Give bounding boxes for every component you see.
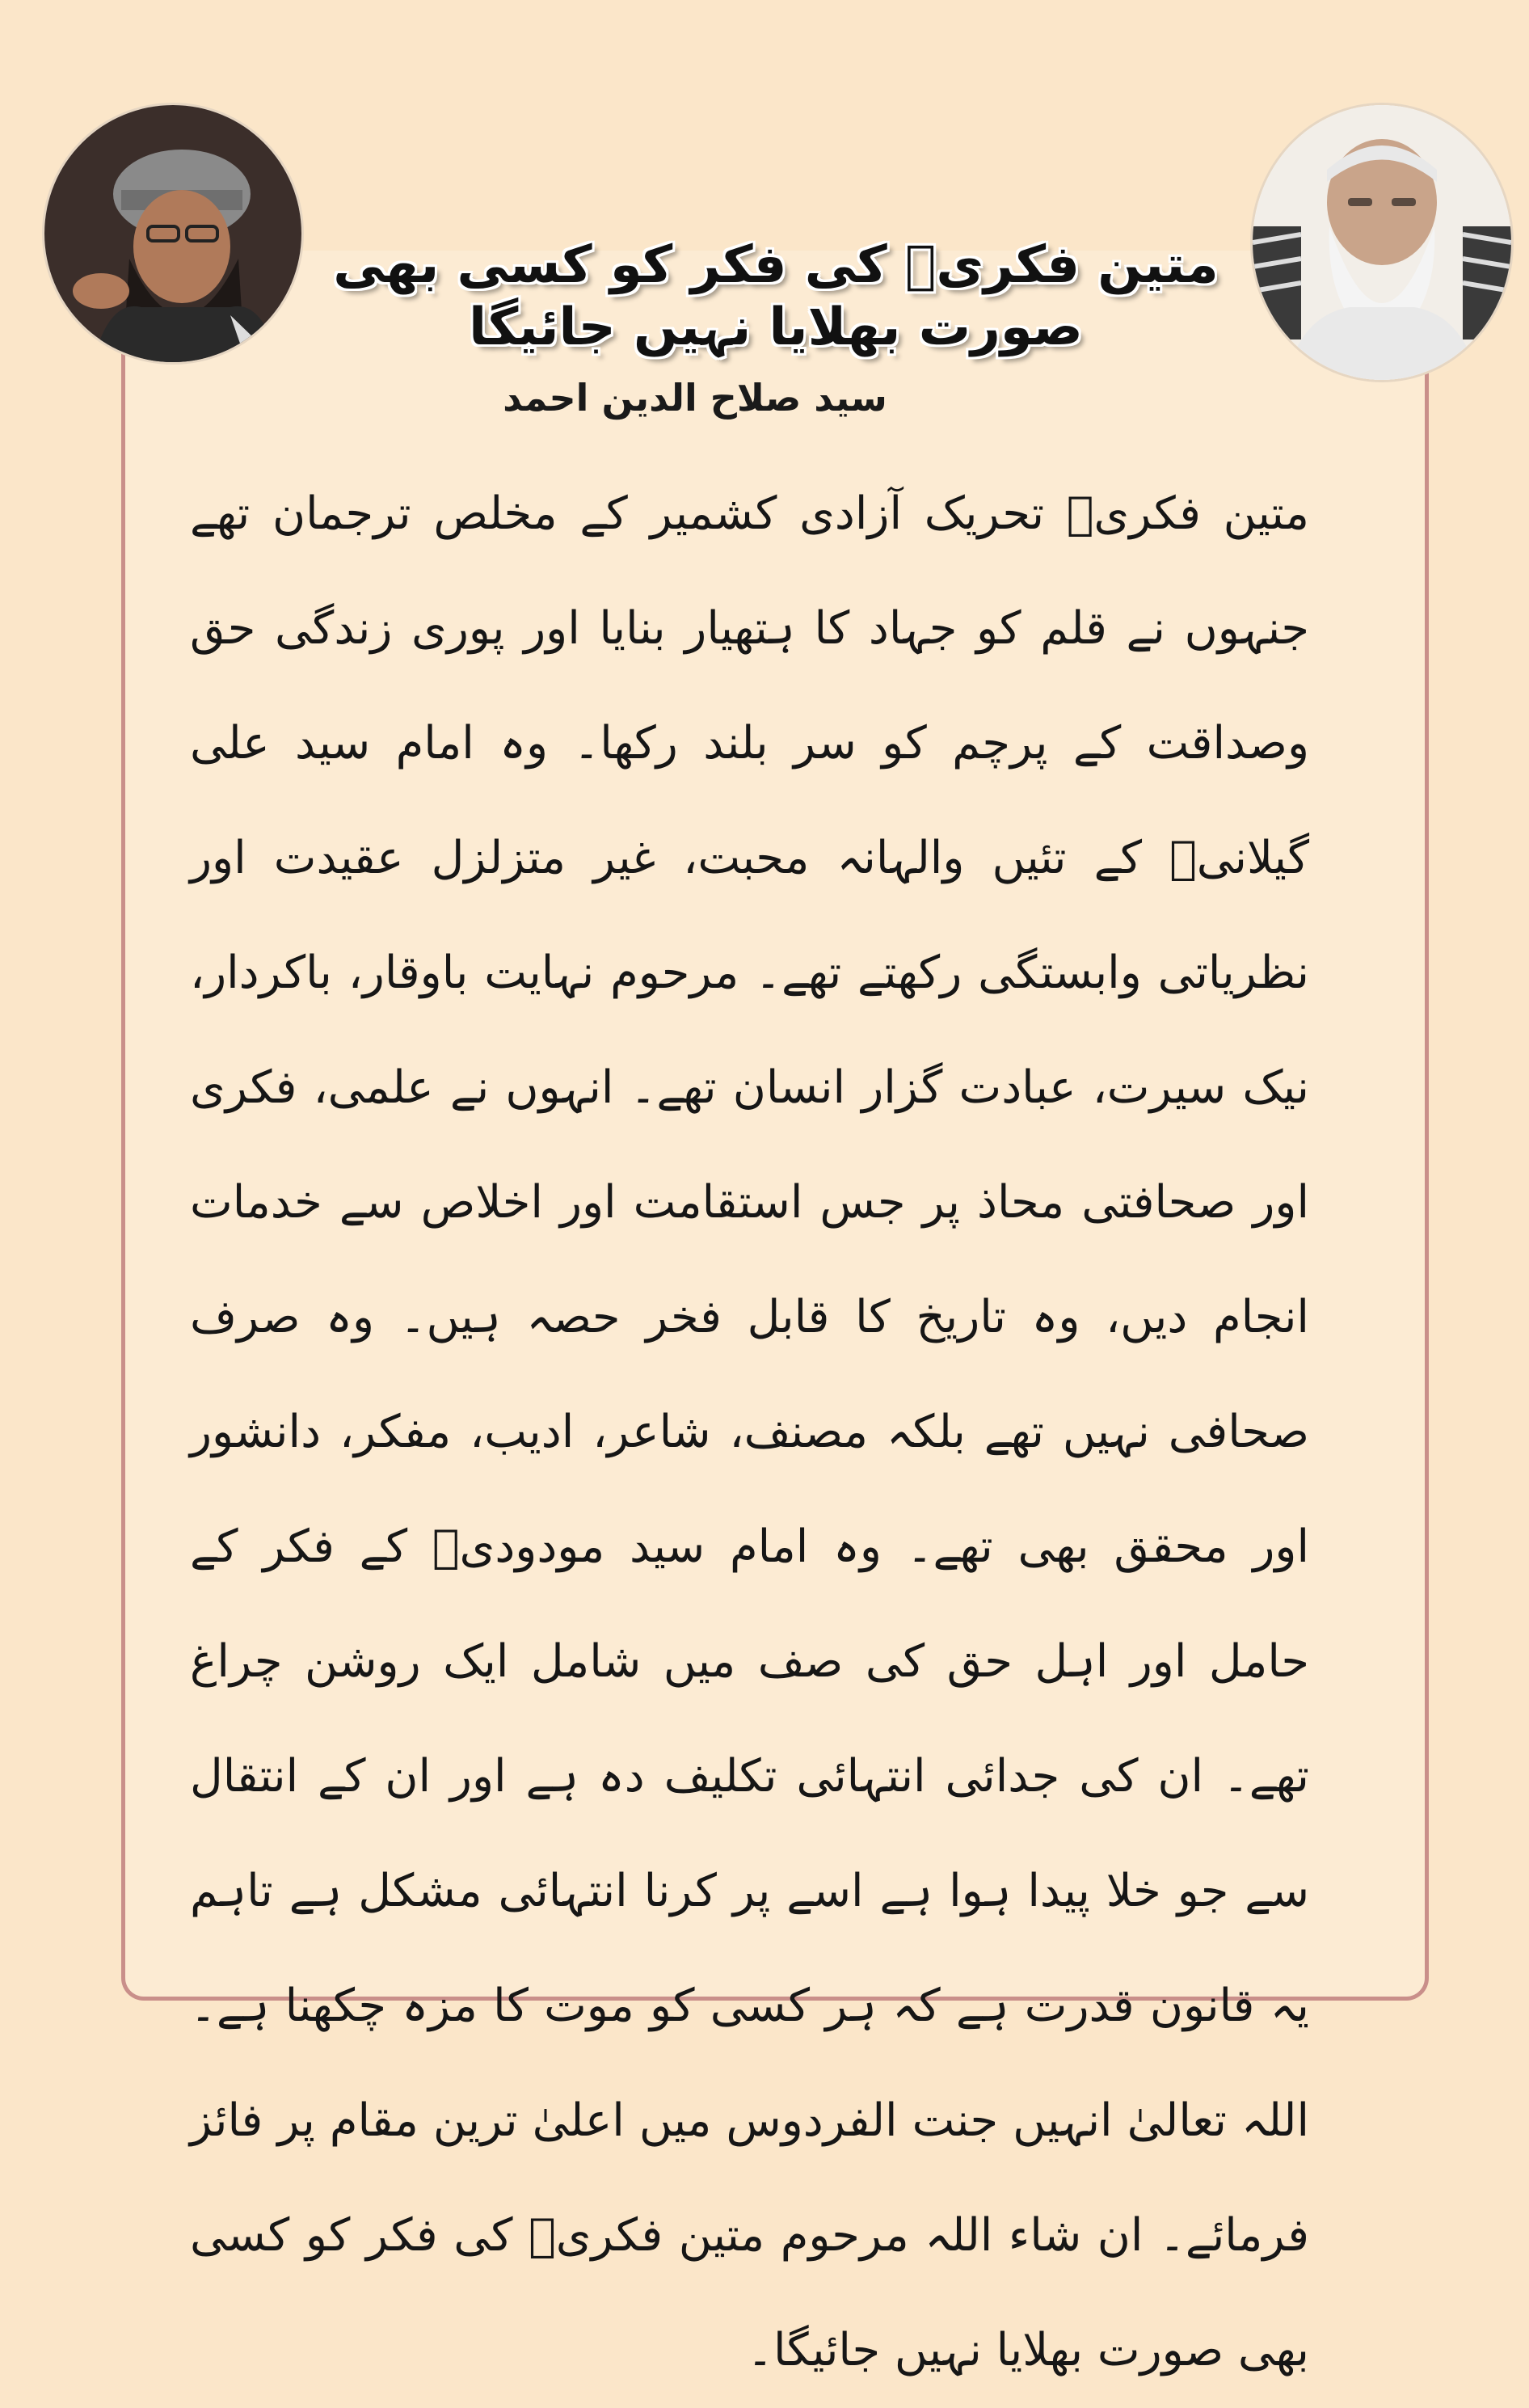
author-name: سید صلاح الدین احمد xyxy=(503,376,887,420)
page-title: متین فکریؒ کی فکر کو کسی بھی صورت بھلایا نہیں جائیگا xyxy=(333,235,1219,357)
portrait-elderly-man-icon xyxy=(1253,105,1511,380)
portrait-man-with-cap-icon xyxy=(44,105,301,362)
article-body: متین فکریؒ تحریک آزادی کشمیر کے مخلص ترجمان تھے جنہوں نے قلم کو جہاد کا ہتھیار بنایا اور پوری زندگی حق وصداقت کے پرچم کو سر بلند رکھا۔ وہ امام سید علی گیلانیؒ کے تئیں والہانہ محبت، غیر متزلزل عقیدت اور نظریاتی وابستگی رکھتے تھے۔ مرحوم نہایت باوقار، باکردار، نیک سیرت، عبادت گزار انسان تھے۔ انہوں نے علمی، فکری اور صحافتی محاذ پر جس استقامت اور اخلاص سے خدمات انجام دیں، وہ تاریخ کا قابل فخر حصہ ہیں۔ وہ صرف صحافی نہیں تھے بلکہ مصنف، شاعر، ادیب، مفکر، دانشور اور محقق بھی تھے۔ وہ امام سید مودودیؒ کے فکر کے حامل اور اہل حق کی صف میں شامل ایک روشن چراغ تھے۔ ان کی جدائی انتہائی تکلیف دہ ہے اور ان کے انتقال سے جو خلا پیدا ہوا ہے اسے پر کرنا انتہائی مشکل ہے تاہم یہ قانون قدرت ہے کہ ہر کسی کو موت کا مزہ چکھنا ہے۔ اللہ تعالیٰ انہیں جنت الفردوس میں اعلیٰ ترین مقام پر فائز فرمائے۔ ان شاء اللہ مرحوم متین فکریؒ کی فکر کو کسی بھی صورت بھلایا نہیں جائیگا۔ xyxy=(190,487,1309,2376)
